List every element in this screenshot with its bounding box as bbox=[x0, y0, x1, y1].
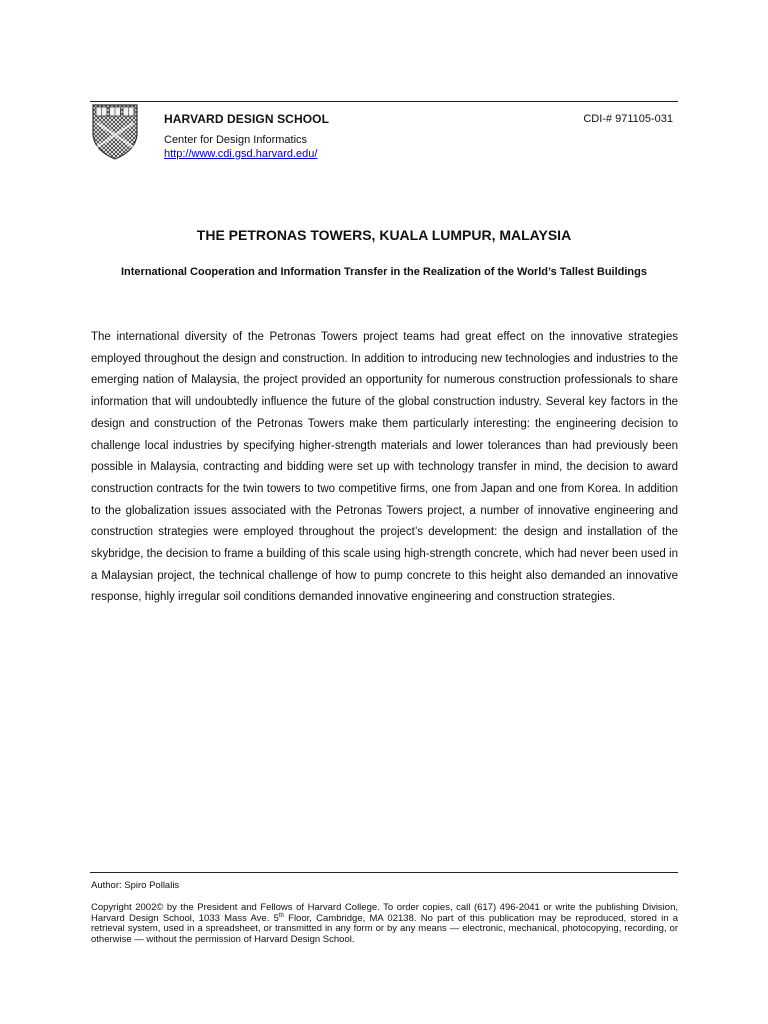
body-paragraph: The international diversity of the Petronas Towers project teams had great effect on the innovative strategies employed throughout the design and construction. In addition to introducing new technologies and industries to the emerging nation of Malaysia, the project provided an opportunity for numerous construction professionals to share information that will undoubtedly influence the future of the global construction industry. Several key factors in the design and construction of the Petronas Towers make them particularly interesting: the engineering decision to challenge local industries by specifying higher-strength materials and lower tolerances than had previously been possible in Malaysia, contracting and bidding were set up with technology transfer in mind, the decision to award construction contracts for the twin towers to two competitive firms, one from Japan and one from Korea. In addition to the globalization issues associated with the Petronas Towers project, a number of innovative engineering and construction strategies were employed throughout the project’s development: the design and installation of the skybridge, the decision to frame a building of this scale using high-strength concrete, which had never been used in a Malaysian project, the technical challenge of how to pump concrete to this height also demanded an innovative response, highly irregular soil conditions demanded innovative engineering and construction strategies. bbox=[91, 331, 678, 604]
copyright-text-part2: Floor, Cambridge, MA 02138. No part of this publication may be reproduced, stored in a retrieval system, used in a spreadsheet, or transmitted in any form or by any means — electronic, mechanical, photocopying, recording, or otherwise — without the permission of Harvard Design School. bbox=[91, 912, 678, 945]
document-title: THE PETRONAS TOWERS, KUALA LUMPUR, MALAYSIA bbox=[196, 227, 572, 243]
author-line: Author: Spiro Pollalis bbox=[91, 880, 180, 891]
center-name: Center for Design Informatics bbox=[164, 134, 308, 146]
header-divider bbox=[90, 101, 678, 102]
copyright-text-part1: Copyright 2002© by the President and Fellows of Harvard College. To order copies, call (617) 496-2041 or write the publishing Division, Harvard Design School, 1033 Mass Ave. 5 bbox=[91, 902, 678, 924]
copyright-superscript: th bbox=[278, 912, 284, 919]
school-name: HARVARD DESIGN SCHOOL bbox=[164, 112, 330, 126]
document-subtitle: International Cooperation and Information Transfer in the Realization of the World’s Tallest Buildings bbox=[120, 266, 647, 278]
copyright-notice bbox=[91, 903, 678, 945]
center-url-link[interactable]: http://www.cdi.gsd.harvard.edu/ bbox=[164, 148, 318, 160]
footer-divider bbox=[90, 872, 678, 873]
harvard-shield-logo bbox=[91, 103, 139, 161]
cdi-number: CDI-# 971105-031 bbox=[583, 113, 673, 125]
